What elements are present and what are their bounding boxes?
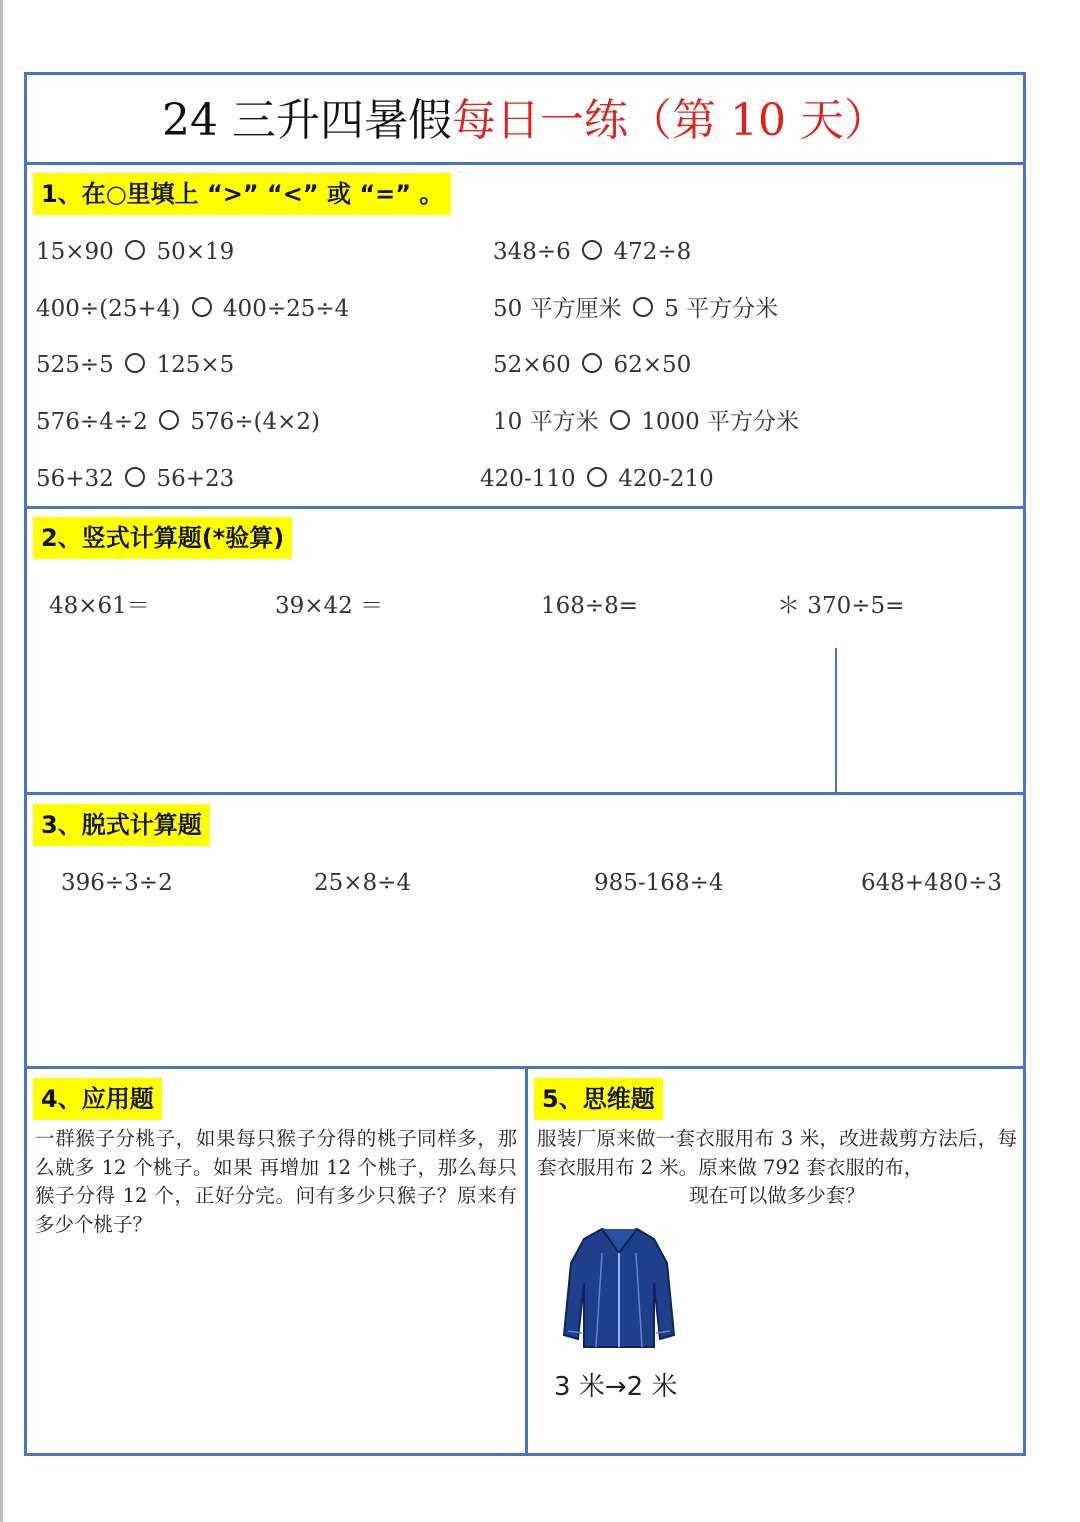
title-main: 24 三升四暑假 xyxy=(162,95,452,146)
compare-item: 52×60 62×50 xyxy=(493,352,692,378)
answer-circle[interactable] xyxy=(125,240,145,260)
vertical-calc-item: 48×61＝ xyxy=(49,593,150,619)
stepwise-calc-item: 396÷3÷2 xyxy=(61,870,173,896)
compare-item: 15×90 50×19 xyxy=(36,239,235,265)
compare-item: 400÷(25+4) 400÷25÷4 xyxy=(36,296,350,322)
thinking-problem-text: 服装厂原来做一套衣服用布 3 米，改进裁剪方法后，每套衣服用布 2 米。原来做 792 套衣服的布， xyxy=(537,1127,1017,1179)
compare-item: 10 平方米 1000 平方分米 xyxy=(493,409,800,435)
vertical-calc-item: ＊ 370÷5= xyxy=(777,593,905,619)
section3-heading: 3、脱式计算题 xyxy=(33,804,210,846)
calc-separator-line xyxy=(835,648,837,793)
answer-circle[interactable] xyxy=(125,467,145,487)
divider-section1 xyxy=(27,506,1023,509)
divider-title xyxy=(27,162,1023,165)
answer-circle[interactable] xyxy=(587,467,607,487)
jacket-caption: 3 米→2 米 xyxy=(554,1372,678,1402)
compare-item: 56+32 56+23 xyxy=(36,466,235,492)
jacket-icon xyxy=(562,1223,677,1358)
compare-item: 525÷5 125×5 xyxy=(36,352,235,378)
compare-item: 576÷4÷2 576÷(4×2) xyxy=(36,409,320,435)
section4-heading: 4、应用题 xyxy=(33,1078,162,1120)
divider-section2 xyxy=(27,792,1023,795)
stepwise-calc-item: 25×8÷4 xyxy=(314,870,412,896)
answer-circle[interactable] xyxy=(582,240,602,260)
answer-circle[interactable] xyxy=(633,297,653,317)
answer-circle[interactable] xyxy=(192,297,212,317)
word-problem-text: 一群猴子分桃子，如果每只猴子分得的桃子同样多，那么就多 12 个桃子。如果 再增加 12 个桃子，那么每只猴子分得 12 个，正好分完。问有多少只猴子？原来有多少个桃子？ xyxy=(35,1127,517,1236)
answer-circle[interactable] xyxy=(582,353,602,373)
stepwise-calc-item: 648+480÷3 xyxy=(861,870,1002,896)
answer-circle[interactable] xyxy=(125,353,145,373)
section5-heading: 5、思维题 xyxy=(534,1078,663,1120)
page-title xyxy=(27,89,1023,153)
section2-heading: 2、竖式计算题(*验算) xyxy=(33,517,292,559)
compare-item: 420-110 420-210 xyxy=(480,466,714,492)
worksheet xyxy=(24,72,1026,1456)
answer-circle[interactable] xyxy=(610,410,630,430)
thinking-problem-question: 现在可以做多少套？ xyxy=(689,1184,865,1207)
section1-heading: 1、在○里填上 “>” “<” 或 “=” 。 xyxy=(33,173,451,215)
vertical-calc-item: 39×42 ＝ xyxy=(275,593,384,619)
compare-item: 50 平方厘米 5 平方分米 xyxy=(493,296,779,322)
stepwise-calc-item: 985-168÷4 xyxy=(594,870,724,896)
compare-item: 348÷6 472÷8 xyxy=(493,239,692,265)
page-edge xyxy=(0,0,3,1522)
title-day: 每日一练（第 10 天） xyxy=(452,95,888,146)
vertical-calc-item: 168÷8= xyxy=(541,593,639,619)
divider-section4-5 xyxy=(525,1069,528,1453)
answer-circle[interactable] xyxy=(159,410,179,430)
